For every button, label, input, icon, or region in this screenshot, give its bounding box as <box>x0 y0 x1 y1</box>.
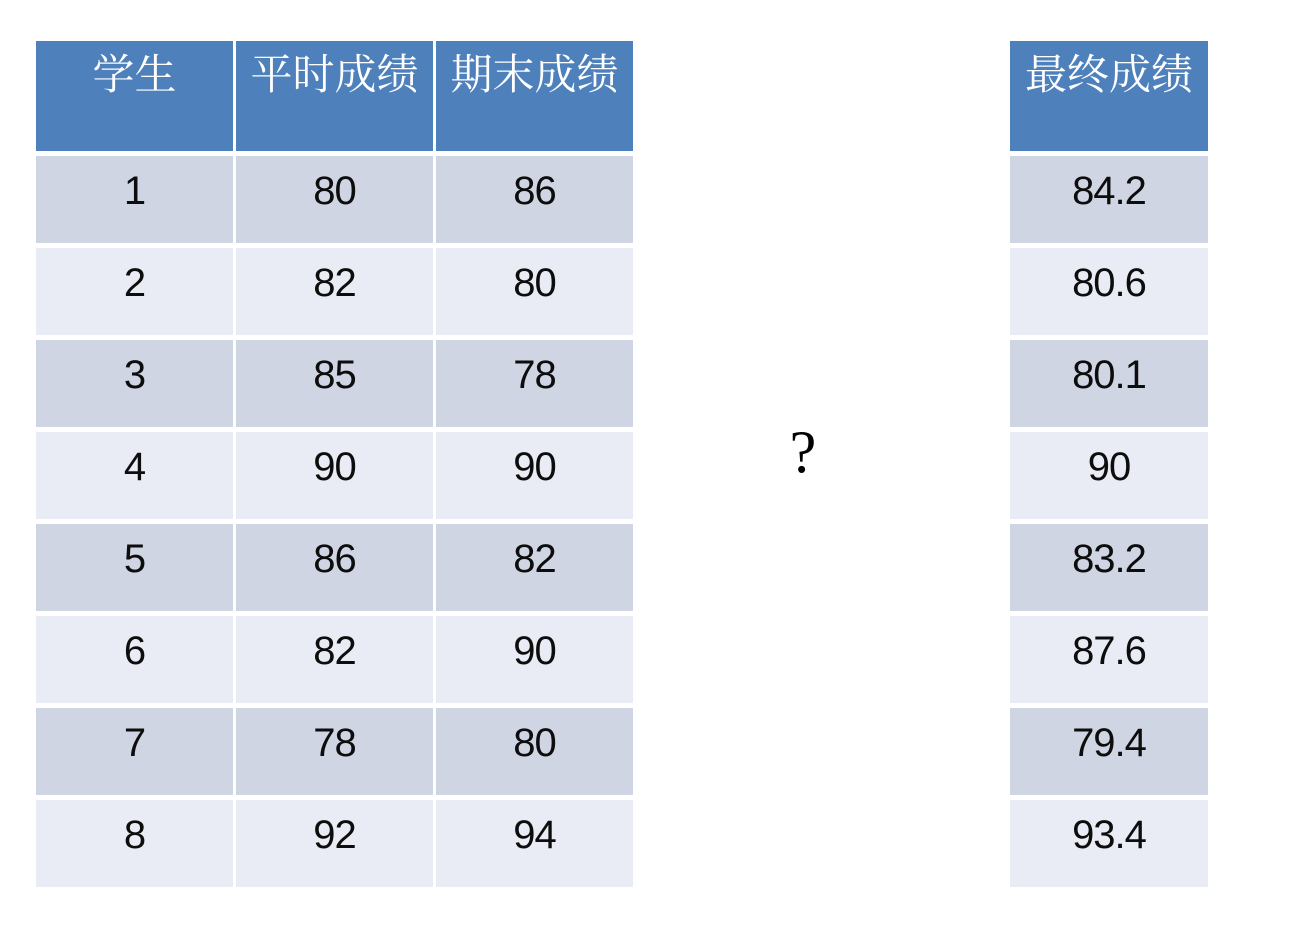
column-header-exam-score: 期末成绩 <box>436 41 633 151</box>
table-cell-exam-score: 90 <box>436 432 633 519</box>
table-cell-regular-score: 78 <box>236 708 433 795</box>
table-cell-regular-score: 82 <box>236 248 433 335</box>
table-cell-regular-score: 85 <box>236 340 433 427</box>
table-cell-exam-score: 90 <box>436 616 633 703</box>
table-cell-exam-score: 86 <box>436 156 633 243</box>
table-cell-student: 5 <box>36 524 233 611</box>
final-scores-table <box>1010 41 1208 887</box>
table-cell-student: 4 <box>36 432 233 519</box>
table-cell-student: 8 <box>36 800 233 887</box>
table-cell-student: 7 <box>36 708 233 795</box>
table-cell-final-score: 93.4 <box>1010 800 1208 887</box>
table-cell-final-score: 79.4 <box>1010 708 1208 795</box>
table-cell-exam-score: 80 <box>436 248 633 335</box>
table-cell-final-score: 80.6 <box>1010 248 1208 335</box>
table-cell-exam-score: 80 <box>436 708 633 795</box>
table-cell-regular-score: 80 <box>236 156 433 243</box>
table-cell-exam-score: 82 <box>436 524 633 611</box>
student-scores-table <box>36 41 633 887</box>
table-cell-final-score: 80.1 <box>1010 340 1208 427</box>
column-header-final-score: 最终成绩 <box>1010 41 1208 151</box>
table-cell-regular-score: 82 <box>236 616 433 703</box>
column-header-regular-score: 平时成绩 <box>236 41 433 151</box>
table-cell-regular-score: 90 <box>236 432 433 519</box>
table-cell-student: 6 <box>36 616 233 703</box>
table-cell-final-score: 90 <box>1010 432 1208 519</box>
table-cell-final-score: 83.2 <box>1010 524 1208 611</box>
table-cell-student: 3 <box>36 340 233 427</box>
table-cell-student: 2 <box>36 248 233 335</box>
table-cell-final-score: 87.6 <box>1010 616 1208 703</box>
column-header-student: 学生 <box>36 41 233 151</box>
table-cell-exam-score: 94 <box>436 800 633 887</box>
table-cell-student: 1 <box>36 156 233 243</box>
table-cell-final-score: 84.2 <box>1010 156 1208 243</box>
table-cell-exam-score: 78 <box>436 340 633 427</box>
question-mark: ? <box>789 419 817 485</box>
table-cell-regular-score: 92 <box>236 800 433 887</box>
table-cell-regular-score: 86 <box>236 524 433 611</box>
